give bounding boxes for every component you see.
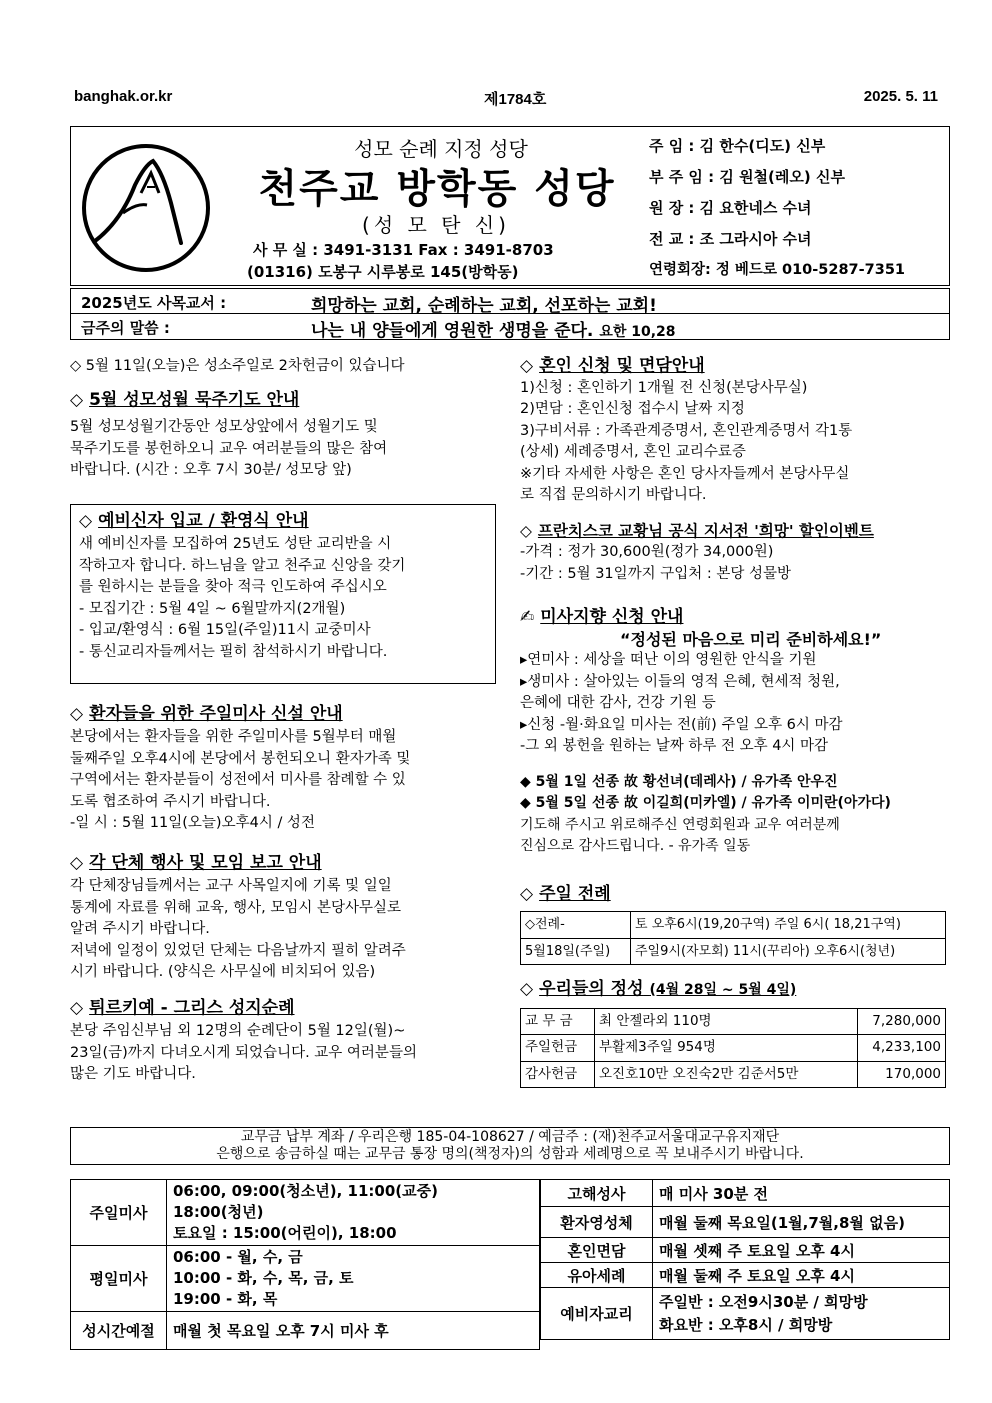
table-row bbox=[71, 1312, 540, 1350]
diamond-icon: ◇ bbox=[520, 521, 532, 540]
staff-pastor: 주 임 : 김 한수(디도) 신부 bbox=[649, 137, 826, 155]
table-row bbox=[541, 1180, 950, 1207]
bank-note-line: 은행으로 송금하실 때는 교무금 통장 명의(책정자)의 성함과 세례명으로 꼭 보내주시기 바랍니다. bbox=[216, 1146, 804, 1162]
section-title bbox=[70, 390, 496, 412]
mass-intention-section bbox=[520, 607, 950, 758]
group-report-section bbox=[70, 853, 496, 984]
marriage-interview-label: 혼인면담 bbox=[541, 1238, 653, 1263]
text-line: 작하고자 합니다. 하느님을 알고 천주교 신앙을 갖기 bbox=[79, 557, 406, 574]
text-line: - 모집기간 : 5월 4일 ~ 6월말까지(2개월) bbox=[79, 600, 346, 617]
section-title bbox=[520, 356, 950, 378]
site-url[interactable]: banghak.or.kr bbox=[74, 88, 173, 105]
schedule-line: 06:00 - 월, 수, 금 bbox=[173, 1248, 303, 1266]
text-line: 많은 기도 바랍니다. bbox=[70, 1066, 196, 1082]
liturgy-section bbox=[520, 884, 950, 966]
table-row bbox=[541, 1207, 950, 1238]
issue-number: 제1784호 bbox=[484, 91, 547, 108]
text-line: - 통신교리자들께서는 필히 참석하시기 바랍니다. bbox=[79, 643, 388, 660]
weekday-mass-label: 평일미사 bbox=[71, 1246, 167, 1312]
diamond-icon: ◇ bbox=[520, 883, 534, 904]
adoration-label: 성시간예절 bbox=[71, 1312, 167, 1350]
diamond-icon: ◇ bbox=[79, 510, 93, 531]
liturgy-row: 토 오후6시(19,20구역) 주일 6시( 18,21구역) bbox=[631, 912, 946, 939]
motto-box bbox=[70, 288, 950, 340]
offering-period: (4월 28일 ~ 5월 4일) bbox=[649, 982, 797, 998]
thanks-line: 진심으로 감사드립니다. - 유가족 일동 bbox=[520, 838, 751, 854]
section-title bbox=[520, 884, 950, 906]
diamond-icon: ◇ bbox=[70, 997, 84, 1018]
section-title-text: 예비신자 입교 / 환영식 안내 bbox=[98, 510, 309, 531]
text-line: 구역에서는 환자분들이 성전에서 미사를 참례할 수 있 bbox=[70, 772, 406, 788]
confession-label: 고해성사 bbox=[541, 1180, 653, 1207]
office-address: (01316) 도봉구 시루봉로 145(방학동) bbox=[247, 263, 519, 281]
header-subtitle: 성모 순례 지정 성당 bbox=[354, 137, 528, 161]
offering-desc: 오진호10만 오진숙2만 김준서5만 bbox=[595, 1061, 858, 1088]
issue-date: 2025. 5. 11 bbox=[863, 88, 938, 105]
sunday-mass-times bbox=[167, 1180, 540, 1246]
text-line: - 입교/환영식 : 6월 15일(주일)11시 교중미사 bbox=[79, 622, 371, 638]
schedule-line: 10:00 - 화, 수, 목, 금, 토 bbox=[173, 1269, 354, 1287]
offering-desc: 부활제3주일 954명 bbox=[595, 1035, 858, 1062]
masthead bbox=[70, 126, 950, 286]
text-line: 3)구비서류 : 가족관계증명서, 혼인관계증명서 각1통 bbox=[520, 422, 853, 439]
obituary-line: ◆ 5월 5일 선종 故 이길희(미카엘) / 유가족 이미란(아가다) bbox=[520, 795, 891, 811]
text-line: 통계에 자료를 위해 교육, 행사, 모임시 본당사무실로 bbox=[70, 899, 402, 916]
adoration-time: 매월 첫 목요일 오후 7시 미사 후 bbox=[167, 1312, 540, 1350]
text-line: 시기 바랍니다. (양식은 사무실에 비치되어 있음) bbox=[70, 964, 376, 980]
text-line: 23일(금)까지 다녀오시게 되었습니다. 교우 여러분들의 bbox=[70, 1044, 417, 1061]
offering-desc: 최 안젤라외 110명 bbox=[595, 1008, 858, 1035]
text-line: 각 단체장님들께서는 교구 사목일지에 기록 및 일일 bbox=[70, 878, 392, 894]
text-line: 도록 협조하여 주시기 바랍니다. bbox=[70, 793, 271, 810]
top-line bbox=[74, 88, 938, 108]
section-title-text: 튀르키예 - 그리스 성지순례 bbox=[89, 997, 295, 1018]
section-title-text: 혼인 신청 및 면담안내 bbox=[539, 356, 705, 376]
marriage-interview-time: 매월 셋째 주 토요일 오후 4시 bbox=[653, 1238, 950, 1263]
liturgy-date: 5월18일(주일) bbox=[521, 938, 631, 965]
diamond-icon: ◇ bbox=[70, 852, 84, 873]
pastoral-motto-text: 희망하는 교회, 순례하는 교회, 선포하는 교회! bbox=[311, 296, 657, 316]
text-line: ▸신청 -월·화요일 미사는 전(前) 주일 오후 6시 마감 bbox=[520, 716, 843, 733]
weekly-word-text bbox=[311, 316, 676, 341]
pastoral-motto-label: 2025년도 사목교서 : bbox=[81, 294, 227, 312]
header-patron: (성 모 탄 신) bbox=[362, 213, 510, 237]
section-title-text: 각 단체 행사 및 모임 보고 안내 bbox=[89, 852, 322, 873]
staff-funeral-contact: 연령회장: 정 베드로 010-5287-7351 bbox=[649, 262, 906, 278]
staff-assistant: 부 주 임 : 김 원철(레오) 신부 bbox=[649, 168, 845, 186]
pilgrimage-section bbox=[70, 998, 496, 1086]
section-title-text: 주일 전례 bbox=[539, 883, 611, 904]
schedule-line: 토요일 : 15:00(어린이), 18:00 bbox=[173, 1224, 397, 1242]
section-title bbox=[520, 607, 950, 629]
section-title bbox=[79, 511, 487, 533]
staff-list bbox=[649, 131, 949, 286]
staff-catechist: 전 교 : 조 그라시아 수녀 bbox=[649, 230, 812, 248]
text-line: -일 시 : 5월 11일(오늘)오후4시 / 성전 bbox=[70, 815, 315, 831]
infant-baptism-label: 유아세례 bbox=[541, 1263, 653, 1288]
text-line: -기간 : 5월 31일까지 구입처 : 본당 성물방 bbox=[520, 565, 792, 582]
catechumen-class-times bbox=[653, 1288, 950, 1340]
text-line: 2)면담 : 혼인신청 접수시 날짜 지정 bbox=[520, 401, 745, 417]
sacrament-schedule-table bbox=[540, 1179, 950, 1340]
sunday-mass-label: 주일미사 bbox=[71, 1180, 167, 1246]
text-line: 본당에서는 환자들을 위한 주일미사를 5월부터 매월 bbox=[70, 729, 397, 745]
section-title-text: 미사지향 신청 안내 bbox=[540, 607, 684, 627]
schedule-line: 19:00 - 화, 목 bbox=[173, 1290, 278, 1308]
schedule-line: 06:00, 09:00(청소년), 11:00(교중) bbox=[173, 1182, 438, 1200]
marriage-section bbox=[520, 356, 950, 507]
offering-label: 교 무 금 bbox=[521, 1008, 595, 1035]
text-line: 둘째주일 오후4시에 본당에서 봉헌되오니 환자가족 및 bbox=[70, 750, 411, 767]
book-event-section bbox=[520, 521, 950, 586]
liturgy-label: ◇전례- bbox=[521, 912, 631, 939]
weekly-word-verse: 나는 내 양들에게 영원한 생명을 준다. bbox=[311, 321, 594, 341]
page-title: 천주교 방학동 성당 bbox=[258, 166, 616, 212]
obituary-line: ◆ 5월 1일 선종 故 황선녀(데레사) / 유가족 안우진 bbox=[520, 773, 838, 790]
left-column bbox=[70, 356, 496, 1086]
section-title-text: 프란치스코 교황님 공식 지서전 '희망' 할인이벤트 bbox=[537, 521, 874, 540]
section-title-text: 5월 성모성월 묵주기도 안내 bbox=[89, 389, 300, 410]
catechumen-section bbox=[70, 504, 496, 684]
table-row bbox=[521, 1035, 946, 1062]
section-title bbox=[70, 853, 496, 875]
section-title bbox=[520, 521, 950, 543]
text-line: ※기타 자세한 사항은 혼인 당사자들께서 본당사무실 bbox=[520, 465, 850, 482]
text-line: 바랍니다. (시간 : 오후 7시 30분/ 성모당 앞) bbox=[70, 462, 352, 478]
sick-communion-label: 환자영성체 bbox=[541, 1207, 653, 1238]
text-line: -그 외 봉헌을 원하는 날짜 하루 전 오후 4시 마감 bbox=[520, 738, 829, 754]
catechumen-class-label: 예비자교리 bbox=[541, 1288, 653, 1340]
second-collection-notice: ◇ 5월 11일(오늘)은 성소주일로 2차헌금이 있습니다 bbox=[70, 358, 405, 374]
weekly-word-ref: 요한 10,28 bbox=[599, 324, 676, 340]
text-line: -가격 : 정가 30,600원(정가 34,000원) bbox=[520, 544, 774, 560]
text-line: 묵주기도를 봉헌하오니 교우 여러분들의 많은 참여 bbox=[70, 440, 388, 457]
bank-account-line: 교무금 납부 계좌 / 우리은행 185-04-108627 / 예금주 : (재)천주교서울대교구유지재단 bbox=[240, 1129, 780, 1145]
table-row bbox=[521, 1061, 946, 1088]
weekly-word-row bbox=[71, 314, 949, 339]
pastoral-motto-row bbox=[71, 289, 949, 314]
infant-baptism-time: 매월 둘째 주 토요일 오후 4시 bbox=[653, 1263, 950, 1288]
liturgy-row: 주일9시(자모회) 11시(꾸리아) 오후6시(청년) bbox=[631, 938, 946, 965]
parish-logo-icon bbox=[73, 143, 219, 273]
text-line: 로 직접 문의하시기 바랍니다. bbox=[520, 487, 707, 503]
bank-info bbox=[70, 1127, 950, 1165]
text-line: (상세) 세례증명서, 혼인 교리수료증 bbox=[520, 444, 746, 460]
schedule-line: 18:00(청년) bbox=[173, 1203, 264, 1221]
text-line: 저녁에 일정이 있었던 단체는 다음날까지 필히 알려주 bbox=[70, 942, 406, 959]
rosary-section bbox=[70, 390, 496, 482]
section-title-text: 우리들의 정성 bbox=[539, 979, 644, 999]
schedule-line: 주일반 : 오전9시30분 / 희망방 bbox=[659, 1292, 868, 1311]
table-row bbox=[71, 1180, 540, 1246]
offering-label: 주일헌금 bbox=[521, 1035, 595, 1062]
offering-amount: 7,280,000 bbox=[858, 1008, 946, 1035]
text-line: 1)신청 : 혼인하기 1개월 전 신청(본당사무실) bbox=[520, 379, 808, 396]
text-line: ▸연미사 : 세상을 떠난 이의 영원한 안식을 기원 bbox=[520, 652, 817, 668]
schedule-line: 화요반 : 오후8시 / 희망방 bbox=[659, 1315, 833, 1334]
section-title bbox=[520, 979, 950, 1002]
text-line: 본당 주임신부님 외 12명의 순례단이 5월 12일(월)~ bbox=[70, 1023, 406, 1039]
text-line: 를 원하시는 분들을 찾아 적극 인도하여 주십시오 bbox=[79, 579, 387, 595]
right-column bbox=[520, 356, 950, 1088]
confession-time: 매 미사 30분 전 bbox=[653, 1180, 950, 1207]
intention-quote: “정성된 마음으로 미리 준비하세요!” bbox=[620, 629, 882, 649]
table-row bbox=[71, 1246, 540, 1312]
liturgy-table bbox=[520, 911, 946, 965]
text-line: 새 예비신자를 모집하여 25년도 성탄 교리반을 시 bbox=[79, 536, 392, 552]
weekday-mass-times bbox=[167, 1246, 540, 1312]
offering-section bbox=[520, 979, 950, 1088]
office-phone: 사 무 실 : 3491-3131 Fax : 3491-8703 bbox=[253, 241, 554, 259]
staff-director: 원 장 : 김 요한네스 수녀 bbox=[649, 199, 812, 217]
section-title bbox=[70, 704, 496, 726]
sick-mass-section bbox=[70, 704, 496, 835]
text-line: 알려 주시기 바랍니다. bbox=[70, 921, 210, 937]
diamond-icon: ◇ bbox=[70, 389, 84, 410]
thanks-line: 기도해 주시고 위로해주신 연령회원과 교우 여러분께 bbox=[520, 816, 840, 833]
mass-schedule-table bbox=[70, 1179, 540, 1350]
offering-table bbox=[520, 1008, 946, 1089]
pen-icon: ✍ bbox=[520, 607, 535, 627]
sick-communion-time: 매월 둘째 목요일(1월,7월,8월 없음) bbox=[653, 1207, 950, 1238]
table-row bbox=[541, 1238, 950, 1263]
table-row bbox=[541, 1263, 950, 1288]
section-title-text: 환자들을 위한 주일미사 신설 안내 bbox=[89, 703, 343, 724]
weekly-word-label: 금주의 말씀 : bbox=[81, 319, 170, 337]
section-title bbox=[70, 998, 496, 1020]
diamond-icon: ◇ bbox=[70, 703, 84, 724]
offering-amount: 170,000 bbox=[858, 1061, 946, 1088]
table-row bbox=[521, 1008, 946, 1035]
offering-label: 감사헌금 bbox=[521, 1061, 595, 1088]
table-row bbox=[541, 1288, 950, 1340]
offering-amount: 4,233,100 bbox=[858, 1035, 946, 1062]
text-line: 은혜에 대한 감사, 건강 기원 등 bbox=[520, 695, 716, 711]
diamond-icon: ◇ bbox=[520, 356, 534, 376]
obituary-section bbox=[520, 772, 950, 858]
text-line: ▸생미사 : 살아있는 이들의 영적 은혜, 현세적 청원, bbox=[520, 673, 840, 690]
diamond-icon: ◇ bbox=[520, 979, 534, 999]
text-line: 5월 성모성월기간동안 성모상앞에서 성월기도 및 bbox=[70, 419, 378, 435]
